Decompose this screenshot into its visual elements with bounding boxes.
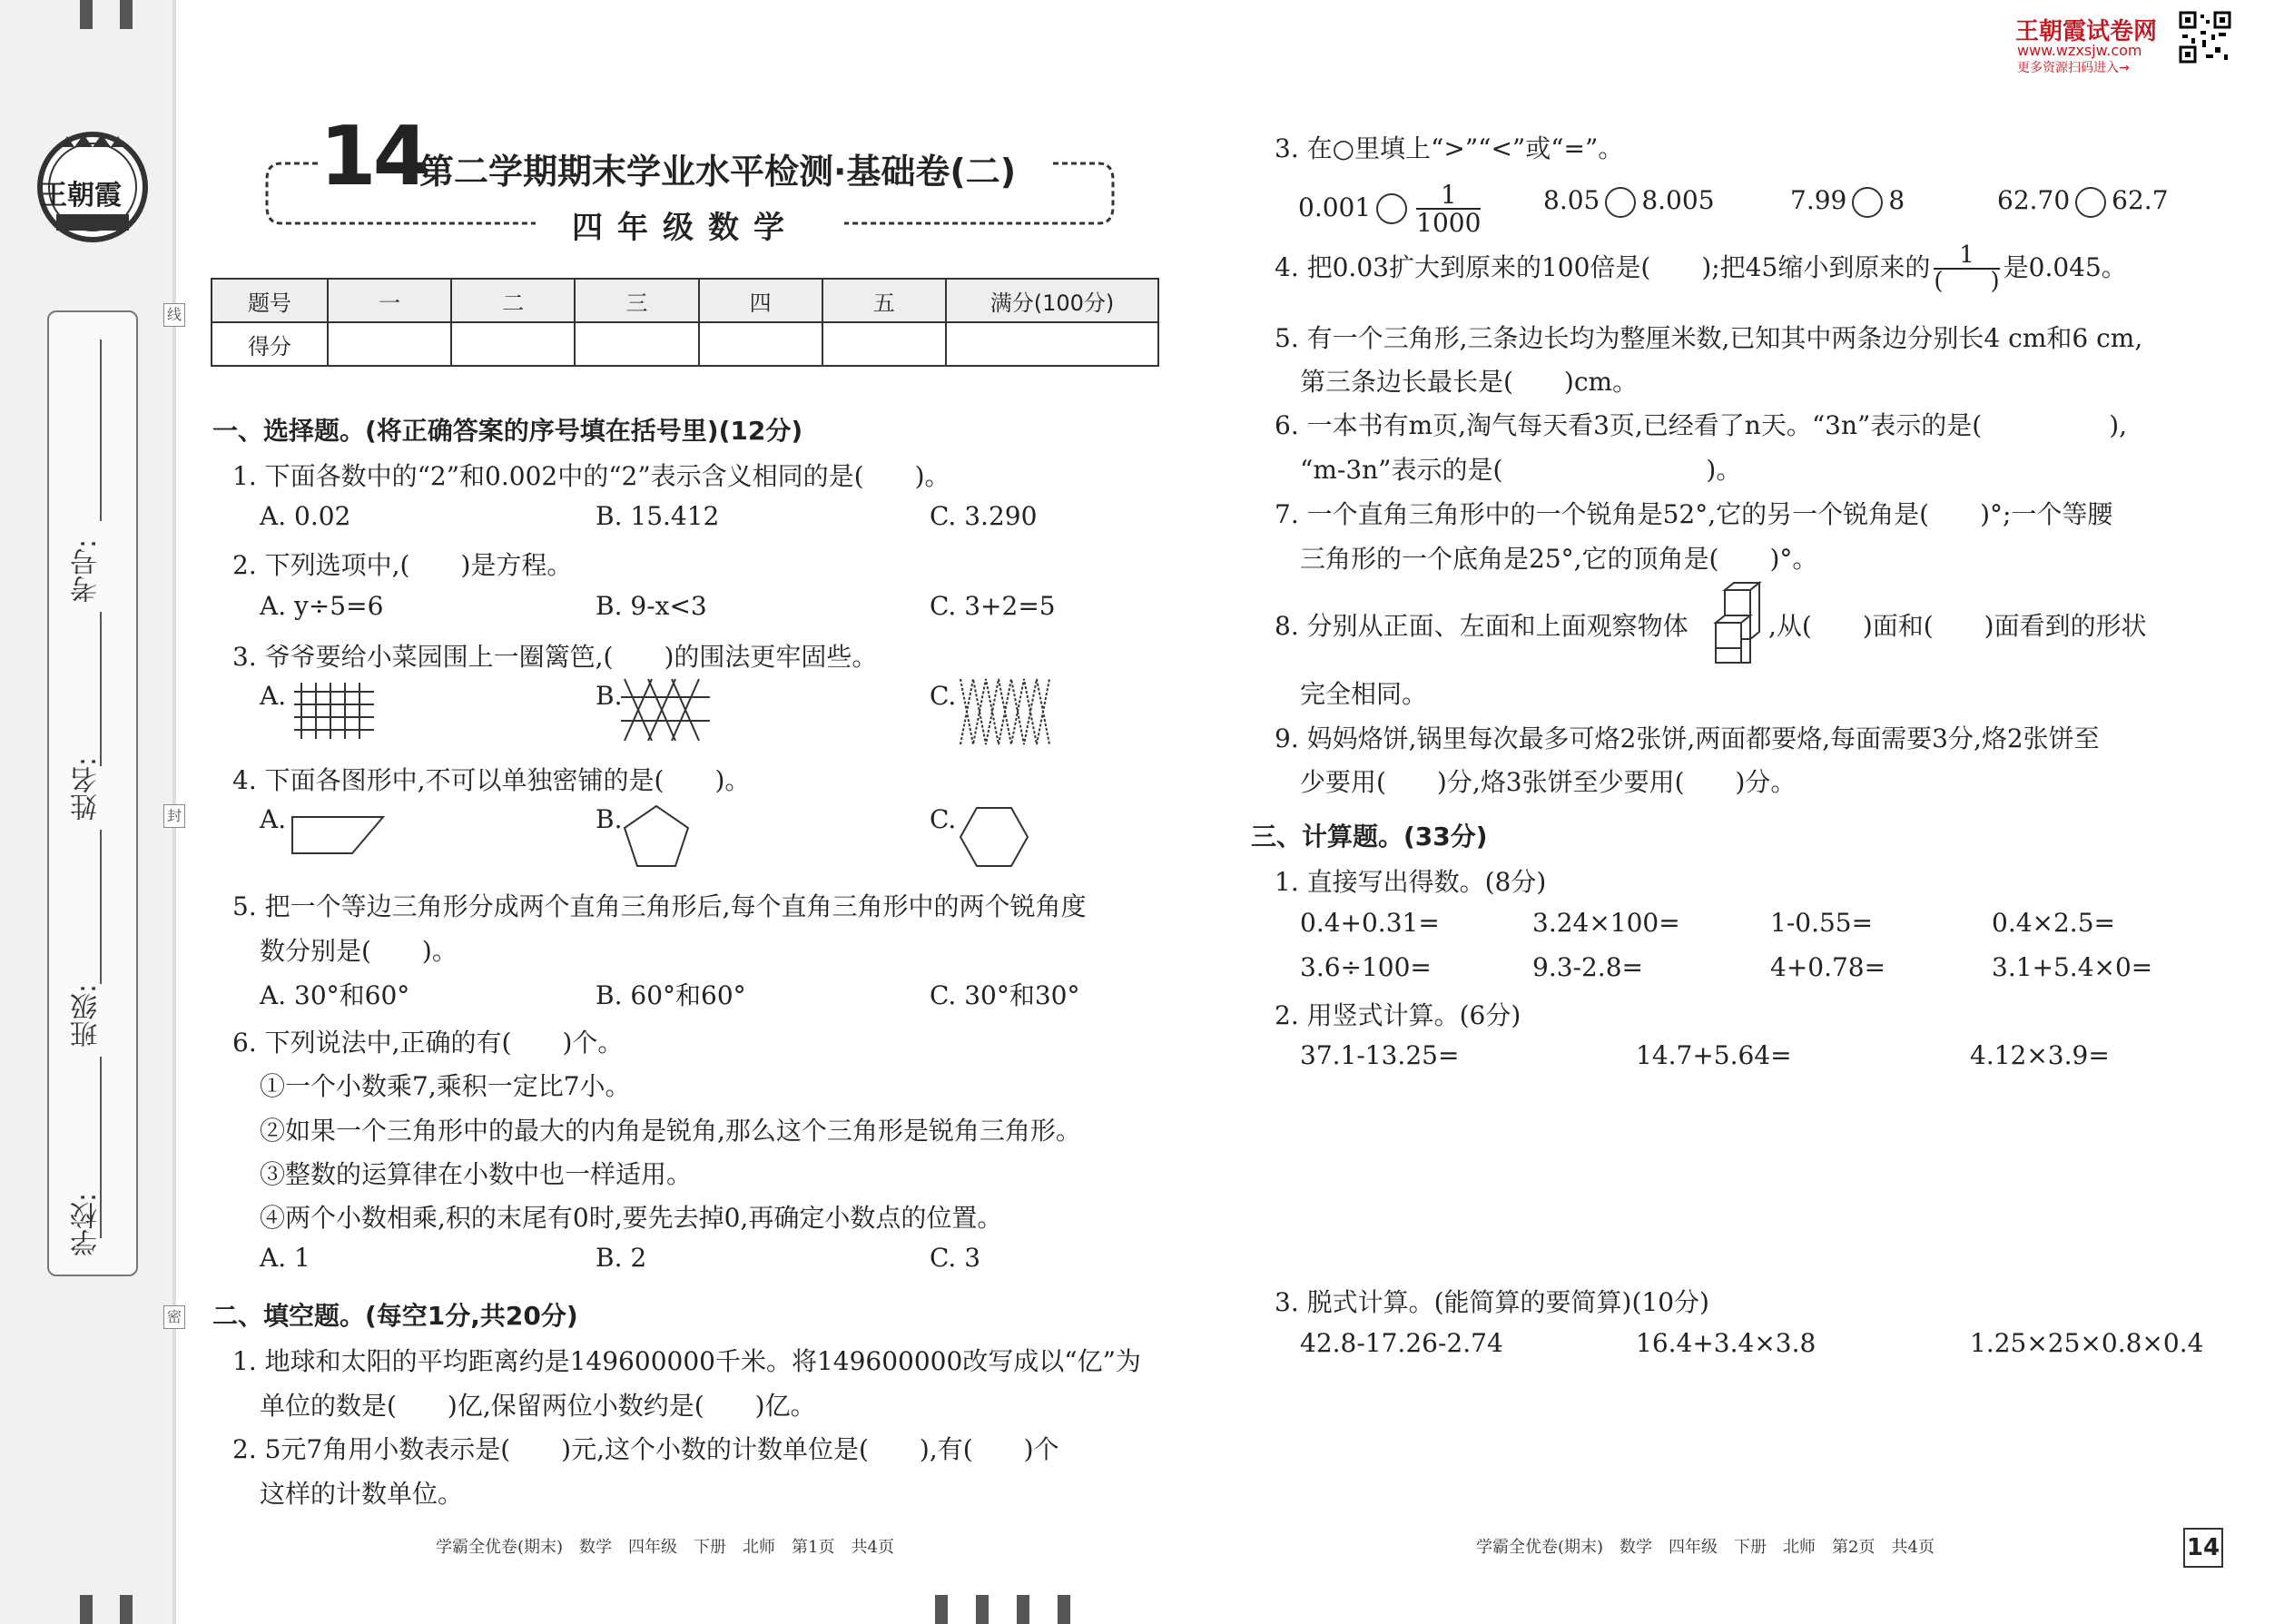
score-table-header-cell: 满分(100分) <box>946 279 1158 322</box>
question-text: “m-3n”表示的是( )。 <box>1300 455 1742 485</box>
question-text: 2. 5元7角用小数表示是( )元,这个小数的计数单位是( ),有( )个 <box>232 1434 1059 1464</box>
class-label: 班级: <box>71 983 103 1048</box>
calc-item: 9.3-2.8= <box>1532 952 1643 982</box>
fence-diamond-figure <box>957 675 1057 748</box>
fraction <box>1416 182 1481 237</box>
score-cell[interactable] <box>822 322 946 366</box>
compare-circle[interactable] <box>1376 193 1407 224</box>
fraction <box>1934 243 1999 295</box>
calc-item: 1-0.55= <box>1770 908 1874 938</box>
option: C. <box>930 804 957 834</box>
school-label: 学校: <box>71 1192 103 1256</box>
section-heading: 三、计算题。(33分) <box>1251 822 1488 851</box>
binding-mark <box>1058 1595 1070 1624</box>
question-text: 3. 在○里填上“>”“<”或“=”。 <box>1275 133 1624 163</box>
option: B. <box>596 804 623 834</box>
option: A. 30°和60° <box>260 980 410 1010</box>
statement: ③整数的运算律在小数中也一样适用。 <box>260 1159 693 1189</box>
cut-mark: 密 <box>163 1305 185 1329</box>
option: C. 3.290 <box>930 501 1038 531</box>
question-text: 6. 一本书有m页,淘气每天看3页,已经看了n天。“3n”表示的是( ), <box>1275 410 2128 440</box>
question-part: 4. 把0.03扩大到原来的100倍是( );把45缩小到原来的 <box>1275 251 1931 282</box>
score-cell[interactable] <box>946 322 1158 366</box>
compare-item <box>1298 182 1484 237</box>
question-text: 6. 下列说法中,正确的有( )个。 <box>232 1028 624 1058</box>
page-footer: 学霸全优卷(期末) 数学 四年级 下册 北师 第1页 共4页 <box>436 1538 894 1557</box>
page-number: 14 <box>2183 1528 2223 1568</box>
question-text: 3. 爷爷要给小菜园围上一圈篱笆,( )的围法更牢固些。 <box>232 642 878 672</box>
name-label: 姓名: <box>71 756 103 821</box>
option: A. <box>260 681 287 711</box>
calc-item: 0.4×2.5= <box>1992 908 2115 938</box>
qr-code-icon <box>2179 11 2231 64</box>
option: A. y÷5=6 <box>260 591 384 621</box>
binding-mark <box>120 0 133 29</box>
binding-mark <box>935 1595 948 1624</box>
compare-item <box>1543 185 1715 218</box>
score-cell[interactable] <box>328 322 451 366</box>
cut-mark: 封 <box>163 804 185 828</box>
brand-url: www.wzxsjw.com <box>2017 42 2142 59</box>
question-text: 3. 脱式计算。(能简算的要简算)(10分) <box>1275 1287 1709 1317</box>
question-text: 2. 用竖式计算。(6分) <box>1275 1000 1521 1030</box>
compare-circle[interactable] <box>2075 187 2106 218</box>
exam-no-label: 考号: <box>71 538 103 603</box>
calc-item: 16.4+3.4×3.8 <box>1636 1328 1816 1358</box>
compare-right: 8 <box>1888 185 1905 215</box>
score-table <box>211 278 1159 367</box>
binding-mark <box>1017 1595 1029 1624</box>
question-text: 1. 地球和太阳的平均距离约是149600000千米。将149600000改写成以“亿”为 <box>232 1346 1141 1376</box>
section-heading: 一、选择题。(将正确答案的序号填在括号里)(12分) <box>212 416 803 446</box>
question-text: 4. 下面各图形中,不可以单独密铺的是( )。 <box>232 765 751 795</box>
option: A. 0.02 <box>260 501 351 531</box>
fence-grid-figure <box>292 679 378 743</box>
compare-item <box>1790 185 1905 218</box>
calc-item: 0.4+0.31= <box>1300 908 1440 938</box>
option: B. 60°和60° <box>596 980 746 1010</box>
question-text: 7. 一个直角三角形中的一个锐角是52°,它的另一个锐角是( )°;一个等腰 <box>1275 499 2113 529</box>
question-text: 完全相同。 <box>1300 679 1428 709</box>
calc-item: 14.7+5.64= <box>1636 1040 1792 1070</box>
score-row-label: 得分 <box>212 322 328 366</box>
question-text <box>1275 243 2127 295</box>
score-table-header-cell: 五 <box>822 279 946 322</box>
binding-mark <box>120 1595 133 1624</box>
fence-cross-figure <box>621 675 712 744</box>
calc-item: 42.8-17.26-2.74 <box>1300 1328 1503 1358</box>
question-text: 这样的计数单位。 <box>260 1479 464 1509</box>
logo-text: 王朝霞 <box>40 180 122 212</box>
compare-circle[interactable] <box>1605 187 1636 218</box>
option: C. 30°和30° <box>930 980 1080 1010</box>
fraction-den: ( ) <box>1934 268 2000 296</box>
compare-item <box>1997 185 2169 218</box>
question-text: ,从( )面和( )面看到的形状 <box>1768 611 2147 641</box>
binding-mark <box>976 1595 989 1624</box>
score-cell[interactable] <box>699 322 822 366</box>
calc-item: 3.1+5.4×0= <box>1992 952 2153 982</box>
option: B. <box>596 681 623 711</box>
question-text: 数分别是( )。 <box>260 936 458 966</box>
section-heading: 二、填空题。(每空1分,共20分) <box>212 1301 578 1331</box>
binding-mark <box>80 1595 93 1624</box>
question-text: 单位的数是( )亿,保留两位小数约是( )亿。 <box>260 1391 816 1421</box>
statement: ①一个小数乘7,乘积一定比7小。 <box>260 1071 631 1101</box>
cube-stack-figure <box>1712 581 1763 664</box>
score-table-header-cell: 题号 <box>212 279 328 322</box>
compare-left: 7.99 <box>1790 185 1847 215</box>
statement: ④两个小数相乘,积的末尾有0时,要先去掉0,再确定小数点的位置。 <box>260 1203 1003 1233</box>
exam-number: 14 <box>320 109 427 204</box>
question-text: 2. 下列选项中,( )是方程。 <box>232 550 573 580</box>
score-cell[interactable] <box>575 322 698 366</box>
question-text: 1. 直接写出得数。(8分) <box>1275 867 1547 897</box>
calc-item: 1.25×25×0.8×0.4 <box>1970 1328 2204 1358</box>
question-text: 少要用( )分,烙3张饼至少要用( )分。 <box>1300 767 1797 797</box>
score-table-header-cell: 三 <box>575 279 698 322</box>
page-footer: 学霸全优卷(期末) 数学 四年级 下册 北师 第2页 共4页 <box>1476 1538 1935 1557</box>
score-cell[interactable] <box>451 322 575 366</box>
compare-left: 0.001 <box>1298 192 1372 222</box>
question-text: 9. 妈妈烙饼,锅里每次最多可烙2张饼,两面都要烙,每面需要3分,烙2张饼至 <box>1275 723 2100 753</box>
option: B. 2 <box>596 1243 647 1273</box>
compare-right: 8.005 <box>1641 185 1715 215</box>
score-table-header-cell: 一 <box>328 279 451 322</box>
compare-right: 62.7 <box>2112 185 2169 215</box>
option: C. 3+2=5 <box>930 591 1056 621</box>
score-row <box>212 322 1158 366</box>
option: C. <box>930 681 957 711</box>
option: B. 9-x<3 <box>596 591 707 621</box>
question-text: 5. 把一个等边三角形分成两个直角三角形后,每个直角三角形中的两个锐角度 <box>232 891 1087 921</box>
option: A. <box>260 804 287 834</box>
question-text: 三角形的一个底角是25°,它的顶角是( )°。 <box>1300 544 1818 574</box>
score-table-header-row <box>212 279 1158 322</box>
option: C. 3 <box>930 1243 981 1273</box>
fraction-num: 1 <box>1416 182 1481 210</box>
student-info-box <box>47 310 138 1276</box>
compare-left: 62.70 <box>1997 185 2071 215</box>
calc-item: 37.1-13.25= <box>1300 1040 1460 1070</box>
exam-subtitle: 四年级数学 <box>572 210 799 246</box>
calc-item: 3.24×100= <box>1532 908 1680 938</box>
question-text: 5. 有一个三角形,三条边长均为整厘米数,已知其中两条边分别长4 cm和6 cm, <box>1275 323 2143 353</box>
option: B. 15.412 <box>596 501 720 531</box>
calc-item: 4+0.78= <box>1770 952 1886 982</box>
question-text: 1. 下面各数中的“2”和0.002中的“2”表示含义相同的是( )。 <box>232 461 950 491</box>
binding-mark <box>80 0 93 29</box>
hexagon-figure <box>957 804 1031 870</box>
question-part: 是0.045。 <box>2003 251 2127 282</box>
question-text: 8. 分别从正面、左面和上面观察物体 <box>1275 611 1689 641</box>
compare-circle[interactable] <box>1852 187 1883 218</box>
statement: ②如果一个三角形中的最大的内角是锐角,那么这个三角形是锐角三角形。 <box>260 1116 1081 1146</box>
score-table-header-cell: 二 <box>451 279 575 322</box>
option: A. 1 <box>260 1243 310 1273</box>
exam-title: 第二学期期末学业水平检测·基础卷(二) <box>419 152 1017 192</box>
brand-name: 王朝霞试卷网 <box>2015 18 2158 45</box>
fraction-num: 1 <box>1934 243 1999 270</box>
fraction-den: 1000 <box>1416 208 1482 239</box>
pentagon-figure <box>621 802 692 870</box>
brand-more: 更多资源扫码进入→ <box>2017 61 2130 75</box>
score-table-header-cell: 四 <box>699 279 822 322</box>
calc-item: 4.12×3.9= <box>1970 1040 2110 1070</box>
question-text: 第三条边长最长是( )cm。 <box>1300 367 1639 397</box>
trapezoid-figure <box>289 813 387 857</box>
compare-left: 8.05 <box>1543 185 1600 215</box>
cut-mark: 线 <box>163 303 185 327</box>
calc-item: 3.6÷100= <box>1300 952 1432 982</box>
